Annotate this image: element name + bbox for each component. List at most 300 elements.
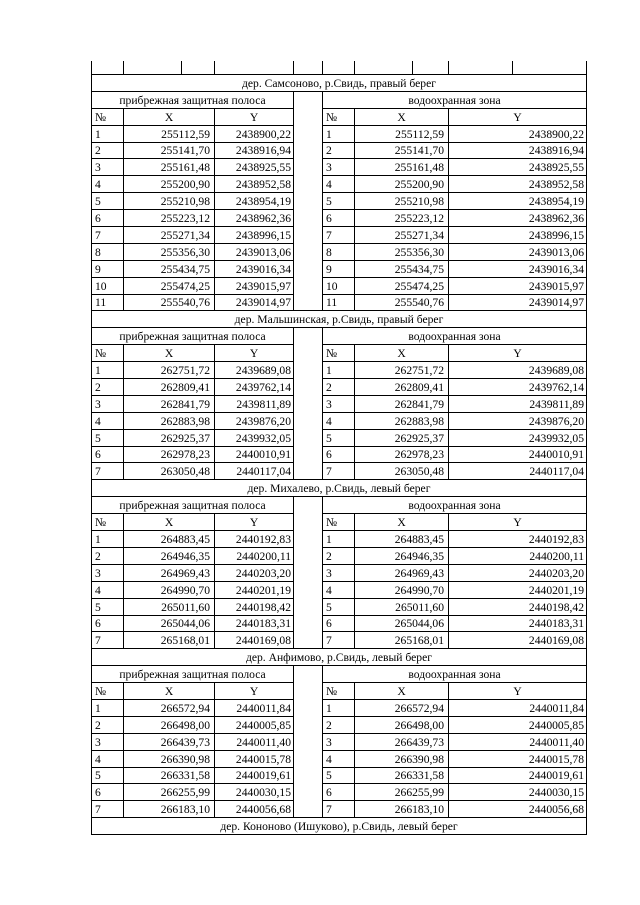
header-y: Y (215, 683, 294, 700)
table-row (92, 379, 587, 396)
point-number: 5 (92, 193, 124, 210)
x-coordinate: 262809,41 (355, 379, 449, 396)
point-number: 7 (92, 227, 124, 244)
point-number: 6 (92, 615, 124, 632)
header-x: X (355, 514, 449, 531)
x-coordinate: 262751,72 (355, 362, 449, 379)
table-row (92, 767, 587, 784)
point-number: 1 (323, 362, 355, 379)
point-number: 5 (92, 598, 124, 615)
y-coordinate: 2439811,89 (215, 395, 294, 412)
header-no: № (92, 345, 124, 362)
y-coordinate: 2439762,14 (215, 379, 294, 396)
x-coordinate: 255210,98 (124, 193, 215, 210)
header-y: Y (449, 108, 587, 125)
gap-cell (294, 564, 323, 581)
empty-cell (449, 61, 513, 75)
gap-cell (294, 379, 323, 396)
table-row (92, 801, 587, 818)
section-title: дер. Михалево, р.Свидь, левый берег (92, 480, 587, 497)
x-coordinate: 264990,70 (124, 581, 215, 598)
water-protection-zone-label: водоохранная зона (323, 328, 587, 345)
x-coordinate: 266439,73 (355, 733, 449, 750)
gap-cell (294, 159, 323, 176)
point-number: 4 (92, 581, 124, 598)
table-row (92, 260, 587, 277)
point-number: 5 (323, 193, 355, 210)
x-coordinate: 265044,06 (124, 615, 215, 632)
gap-cell (294, 193, 323, 210)
header-no: № (92, 683, 124, 700)
empty-cell (92, 61, 124, 75)
x-coordinate: 264883,45 (355, 531, 449, 548)
point-number: 6 (323, 784, 355, 801)
x-coordinate: 264990,70 (355, 581, 449, 598)
y-coordinate: 2440198,42 (215, 598, 294, 615)
gap-cell (294, 598, 323, 615)
x-coordinate: 264969,43 (355, 564, 449, 581)
gap-cell (294, 362, 323, 379)
zone-label-row (92, 497, 587, 514)
header-no: № (323, 108, 355, 125)
x-coordinate: 262751,72 (124, 362, 215, 379)
gap-cell (294, 733, 323, 750)
y-coordinate: 2440011,40 (449, 733, 587, 750)
point-number: 3 (323, 564, 355, 581)
point-number: 4 (92, 176, 124, 193)
table-row (92, 125, 587, 142)
point-number: 1 (92, 531, 124, 548)
y-coordinate: 2439932,05 (215, 429, 294, 446)
header-y: Y (449, 514, 587, 531)
x-coordinate: 255356,30 (124, 243, 215, 260)
x-coordinate: 266331,58 (355, 767, 449, 784)
point-number: 3 (92, 564, 124, 581)
point-number: 4 (323, 412, 355, 429)
gap-cell (294, 260, 323, 277)
x-coordinate: 255141,70 (355, 142, 449, 159)
y-coordinate: 2440117,04 (215, 463, 294, 480)
point-number: 10 (92, 277, 124, 294)
x-coordinate: 262925,37 (355, 429, 449, 446)
x-coordinate: 265011,60 (355, 598, 449, 615)
gap-cell (294, 412, 323, 429)
y-coordinate: 2440183,31 (449, 615, 587, 632)
header-y: Y (215, 514, 294, 531)
empty-cell (355, 61, 413, 75)
y-coordinate: 2440019,61 (215, 767, 294, 784)
y-coordinate: 2440169,08 (215, 632, 294, 649)
point-number: 6 (323, 615, 355, 632)
section-title: дер. Самсоново, р.Свидь, правый берег (92, 75, 587, 92)
point-number: 6 (323, 210, 355, 227)
point-number: 1 (92, 125, 124, 142)
x-coordinate: 266255,99 (124, 784, 215, 801)
y-coordinate: 2440192,83 (449, 531, 587, 548)
x-coordinate: 262925,37 (124, 429, 215, 446)
coordinates-document (91, 61, 586, 835)
y-coordinate: 2440005,85 (215, 716, 294, 733)
point-number: 4 (92, 750, 124, 767)
point-number: 2 (323, 547, 355, 564)
point-number: 3 (92, 159, 124, 176)
point-number: 11 (323, 294, 355, 311)
header-x: X (355, 108, 449, 125)
y-coordinate: 2438916,94 (215, 142, 294, 159)
table-row (92, 632, 587, 649)
coastal-strip-label: прибрежная защитная полоса (92, 497, 294, 514)
gap-cell (294, 699, 323, 716)
y-coordinate: 2440203,20 (215, 564, 294, 581)
x-coordinate: 255474,25 (124, 277, 215, 294)
empty-cell (513, 61, 587, 75)
x-coordinate: 265044,06 (355, 615, 449, 632)
x-coordinate: 265011,60 (124, 598, 215, 615)
table-row (92, 159, 587, 176)
y-coordinate: 2438900,22 (449, 125, 587, 142)
gap-cell (294, 683, 323, 700)
point-number: 1 (92, 699, 124, 716)
y-coordinate: 2440192,83 (215, 531, 294, 548)
table-row (92, 750, 587, 767)
gap-cell (294, 328, 323, 345)
y-coordinate: 2438925,55 (449, 159, 587, 176)
empty-cell (124, 61, 182, 75)
y-coordinate: 2439013,06 (215, 243, 294, 260)
column-header-row (92, 345, 587, 362)
y-coordinate: 2440183,31 (215, 615, 294, 632)
y-coordinate: 2440030,15 (215, 784, 294, 801)
x-coordinate: 255540,76 (355, 294, 449, 311)
point-number: 3 (323, 733, 355, 750)
x-coordinate: 266390,98 (355, 750, 449, 767)
column-header-row (92, 108, 587, 125)
header-y: Y (449, 345, 587, 362)
table-row (92, 598, 587, 615)
y-coordinate: 2440005,85 (449, 716, 587, 733)
x-coordinate: 266572,94 (355, 699, 449, 716)
x-coordinate: 266572,94 (124, 699, 215, 716)
table-row (92, 362, 587, 379)
table-row (92, 227, 587, 244)
point-number: 2 (92, 547, 124, 564)
y-coordinate: 2438996,15 (449, 227, 587, 244)
gap-cell (294, 294, 323, 311)
y-coordinate: 2440169,08 (449, 632, 587, 649)
point-number: 5 (92, 767, 124, 784)
y-coordinate: 2439876,20 (449, 412, 587, 429)
x-coordinate: 265168,01 (355, 632, 449, 649)
continuation-row (92, 61, 587, 75)
gap-cell (294, 767, 323, 784)
point-number: 6 (92, 784, 124, 801)
x-coordinate: 262978,23 (124, 446, 215, 463)
gap-cell (294, 243, 323, 260)
point-number: 7 (323, 801, 355, 818)
empty-cell (182, 61, 215, 75)
point-number: 2 (323, 379, 355, 396)
x-coordinate: 255223,12 (355, 210, 449, 227)
table-row (92, 699, 587, 716)
point-number: 10 (323, 277, 355, 294)
section-title-row (92, 75, 587, 92)
x-coordinate: 255271,34 (355, 227, 449, 244)
coordinates-table (91, 61, 587, 835)
y-coordinate: 2438916,94 (449, 142, 587, 159)
empty-cell (323, 61, 355, 75)
empty-cell (294, 61, 323, 75)
x-coordinate: 266498,00 (124, 716, 215, 733)
gap-cell (294, 176, 323, 193)
table-row (92, 547, 587, 564)
header-y: Y (215, 108, 294, 125)
table-row (92, 531, 587, 548)
y-coordinate: 2439015,97 (215, 277, 294, 294)
y-coordinate: 2440011,40 (215, 733, 294, 750)
y-coordinate: 2439689,08 (449, 362, 587, 379)
x-coordinate: 255474,25 (355, 277, 449, 294)
x-coordinate: 255141,70 (124, 142, 215, 159)
point-number: 5 (323, 429, 355, 446)
gap-cell (294, 463, 323, 480)
section-title: дер. Кононово (Ишуково), р.Свидь, левый берег (92, 818, 587, 835)
y-coordinate: 2439014,97 (449, 294, 587, 311)
y-coordinate: 2440056,68 (215, 801, 294, 818)
point-number: 3 (323, 159, 355, 176)
point-number: 1 (323, 125, 355, 142)
gap-cell (294, 125, 323, 142)
x-coordinate: 266390,98 (124, 750, 215, 767)
point-number: 7 (92, 632, 124, 649)
x-coordinate: 266183,10 (355, 801, 449, 818)
table-row (92, 294, 587, 311)
water-protection-zone-label: водоохранная зона (323, 666, 587, 683)
point-number: 2 (92, 379, 124, 396)
x-coordinate: 262978,23 (355, 446, 449, 463)
gap-cell (294, 395, 323, 412)
y-coordinate: 2440010,91 (215, 446, 294, 463)
y-coordinate: 2440011,84 (215, 699, 294, 716)
y-coordinate: 2440011,84 (449, 699, 587, 716)
column-header-row (92, 514, 587, 531)
point-number: 3 (92, 733, 124, 750)
y-coordinate: 2439015,97 (449, 277, 587, 294)
x-coordinate: 266255,99 (355, 784, 449, 801)
table-row (92, 142, 587, 159)
coastal-strip-label: прибрежная защитная полоса (92, 328, 294, 345)
point-number: 4 (92, 412, 124, 429)
gap-cell (294, 497, 323, 514)
point-number: 5 (323, 598, 355, 615)
header-x: X (355, 345, 449, 362)
header-x: X (124, 514, 215, 531)
water-protection-zone-label: водоохранная зона (323, 91, 587, 108)
gap-cell (294, 716, 323, 733)
header-x: X (355, 683, 449, 700)
point-number: 4 (323, 750, 355, 767)
y-coordinate: 2439013,06 (449, 243, 587, 260)
x-coordinate: 255112,59 (355, 125, 449, 142)
y-coordinate: 2439016,34 (215, 260, 294, 277)
point-number: 11 (92, 294, 124, 311)
gap-cell (294, 514, 323, 531)
section-title: дер. Анфимово, р.Свидь, левый берег (92, 649, 587, 666)
point-number: 5 (323, 767, 355, 784)
gap-cell (294, 547, 323, 564)
x-coordinate: 255200,90 (124, 176, 215, 193)
section-title-row (92, 818, 587, 835)
y-coordinate: 2439811,89 (449, 395, 587, 412)
x-coordinate: 263050,48 (124, 463, 215, 480)
section-title-row (92, 311, 587, 328)
gap-cell (294, 581, 323, 598)
x-coordinate: 255434,75 (355, 260, 449, 277)
y-coordinate: 2440117,04 (449, 463, 587, 480)
x-coordinate: 264946,35 (355, 547, 449, 564)
y-coordinate: 2440200,11 (449, 547, 587, 564)
x-coordinate: 263050,48 (355, 463, 449, 480)
gap-cell (294, 91, 323, 108)
x-coordinate: 255223,12 (124, 210, 215, 227)
point-number: 3 (92, 395, 124, 412)
table-row (92, 733, 587, 750)
gap-cell (294, 142, 323, 159)
zone-label-row (92, 328, 587, 345)
y-coordinate: 2440019,61 (449, 767, 587, 784)
y-coordinate: 2438952,58 (215, 176, 294, 193)
point-number: 3 (323, 395, 355, 412)
point-number: 6 (323, 446, 355, 463)
table-row (92, 176, 587, 193)
gap-cell (294, 666, 323, 683)
point-number: 7 (92, 463, 124, 480)
y-coordinate: 2439014,97 (215, 294, 294, 311)
table-row (92, 210, 587, 227)
section-title-row (92, 480, 587, 497)
gap-cell (294, 801, 323, 818)
point-number: 4 (323, 581, 355, 598)
y-coordinate: 2438925,55 (215, 159, 294, 176)
y-coordinate: 2438996,15 (215, 227, 294, 244)
gap-cell (294, 446, 323, 463)
header-no: № (92, 108, 124, 125)
table-row (92, 615, 587, 632)
water-protection-zone-label: водоохранная зона (323, 497, 587, 514)
section-title-row (92, 649, 587, 666)
y-coordinate: 2438962,36 (215, 210, 294, 227)
zone-label-row (92, 666, 587, 683)
section-title: дер. Мальшинская, р.Свидь, правый берег (92, 311, 587, 328)
table-row (92, 784, 587, 801)
x-coordinate: 262883,98 (124, 412, 215, 429)
gap-cell (294, 615, 323, 632)
y-coordinate: 2439689,08 (215, 362, 294, 379)
y-coordinate: 2440015,78 (215, 750, 294, 767)
y-coordinate: 2438954,19 (449, 193, 587, 210)
x-coordinate: 262883,98 (355, 412, 449, 429)
x-coordinate: 266331,58 (124, 767, 215, 784)
point-number: 9 (323, 260, 355, 277)
gap-cell (294, 784, 323, 801)
x-coordinate: 264883,45 (124, 531, 215, 548)
empty-cell (413, 61, 449, 75)
table-row (92, 395, 587, 412)
y-coordinate: 2440015,78 (449, 750, 587, 767)
point-number: 7 (323, 463, 355, 480)
table-row (92, 581, 587, 598)
point-number: 8 (323, 243, 355, 260)
y-coordinate: 2439016,34 (449, 260, 587, 277)
point-number: 2 (92, 142, 124, 159)
table-row (92, 412, 587, 429)
table-row (92, 193, 587, 210)
header-no: № (92, 514, 124, 531)
point-number: 1 (323, 699, 355, 716)
y-coordinate: 2440198,42 (449, 598, 587, 615)
empty-cell (215, 61, 294, 75)
y-coordinate: 2438952,58 (449, 176, 587, 193)
x-coordinate: 255434,75 (124, 260, 215, 277)
x-coordinate: 266439,73 (124, 733, 215, 750)
header-y: Y (449, 683, 587, 700)
y-coordinate: 2438900,22 (215, 125, 294, 142)
y-coordinate: 2440201,19 (449, 581, 587, 598)
table-row (92, 564, 587, 581)
table-row (92, 446, 587, 463)
point-number: 2 (92, 716, 124, 733)
point-number: 7 (323, 632, 355, 649)
y-coordinate: 2440203,20 (449, 564, 587, 581)
y-coordinate: 2440200,11 (215, 547, 294, 564)
x-coordinate: 255210,98 (355, 193, 449, 210)
gap-cell (294, 750, 323, 767)
gap-cell (294, 531, 323, 548)
x-coordinate: 255356,30 (355, 243, 449, 260)
header-y: Y (215, 345, 294, 362)
x-coordinate: 266183,10 (124, 801, 215, 818)
x-coordinate: 266498,00 (355, 716, 449, 733)
x-coordinate: 255161,48 (355, 159, 449, 176)
header-no: № (323, 345, 355, 362)
y-coordinate: 2440201,19 (215, 581, 294, 598)
point-number: 1 (323, 531, 355, 548)
point-number: 4 (323, 176, 355, 193)
x-coordinate: 255540,76 (124, 294, 215, 311)
y-coordinate: 2438962,36 (449, 210, 587, 227)
x-coordinate: 264946,35 (124, 547, 215, 564)
x-coordinate: 262809,41 (124, 379, 215, 396)
table-row (92, 429, 587, 446)
gap-cell (294, 277, 323, 294)
point-number: 2 (323, 716, 355, 733)
y-coordinate: 2440056,68 (449, 801, 587, 818)
coastal-strip-label: прибрежная защитная полоса (92, 91, 294, 108)
point-number: 5 (92, 429, 124, 446)
y-coordinate: 2440030,15 (449, 784, 587, 801)
x-coordinate: 255161,48 (124, 159, 215, 176)
point-number: 6 (92, 446, 124, 463)
x-coordinate: 265168,01 (124, 632, 215, 649)
table-row (92, 243, 587, 260)
x-coordinate: 255112,59 (124, 125, 215, 142)
coastal-strip-label: прибрежная защитная полоса (92, 666, 294, 683)
y-coordinate: 2438954,19 (215, 193, 294, 210)
x-coordinate: 262841,79 (355, 395, 449, 412)
column-header-row (92, 683, 587, 700)
header-no: № (323, 514, 355, 531)
header-x: X (124, 108, 215, 125)
header-no: № (323, 683, 355, 700)
